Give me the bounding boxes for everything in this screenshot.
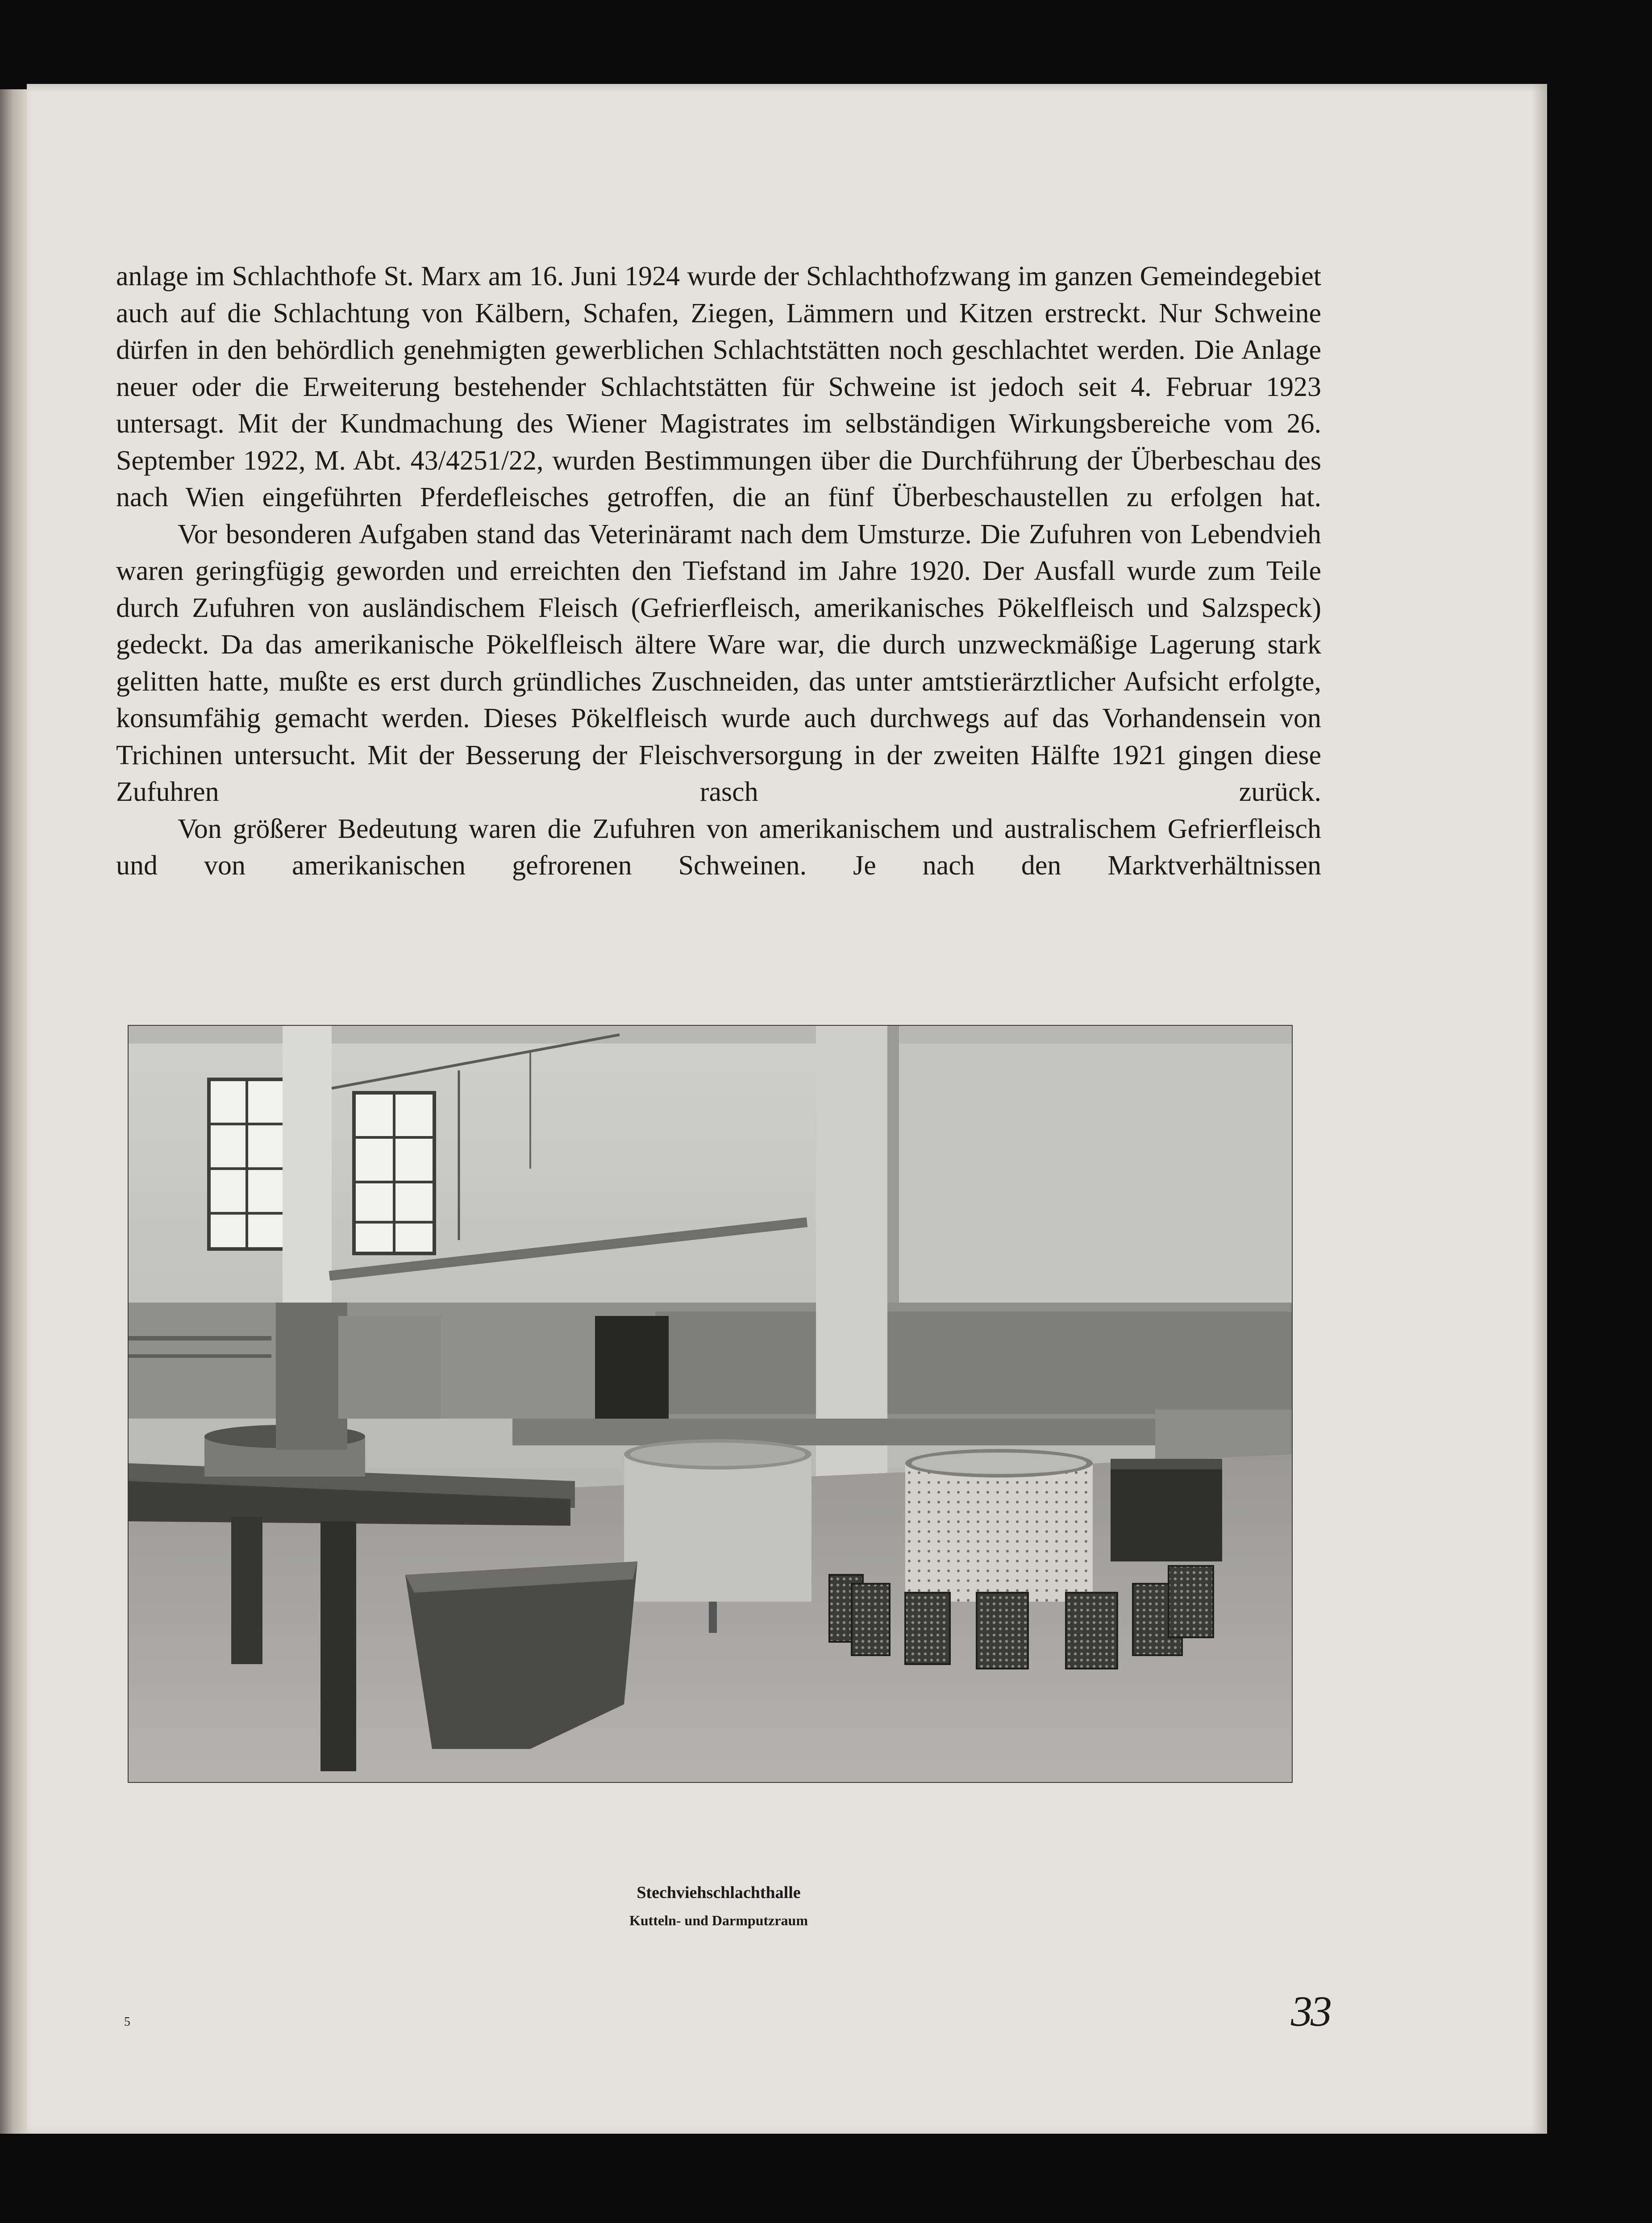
caption-title: Stechviehschlachthalle — [637, 1883, 801, 1902]
book-spine-edge — [0, 89, 27, 2134]
photograph-slaughter-hall — [128, 1025, 1293, 1783]
paragraph-1: anlage im Schlachthofe St. Marx am 16. Juni 1924 wurde der Schlachthofzwang im ganzen Gemeindegebiet auch auf die Schlachtung von Kälbern, Schafen, Ziegen, Lämmern und Kitzen erstreckt. Nur Schweine dürfen in den behördlich genehmigten gewerblichen Schlachtstätten noch geschlachtet werden. Die Anlage neuer oder die Erweiterung bestehender Schlachtstätten für Schweine ist jedoch seit 4. Februar 1923 untersagt. Mit der Kundmachung des Wiener Magistrates im selbständigen Wirkungsbereiche vom 26. September 1922, M. Abt. 43/4251/22, wurden Bestimmungen über die Durchführung der Überbeschau des nach Wien eingeführten Pferdefleisches getroffen, die an fünf Überbeschaustellen zu erfolgen hat. — [116, 261, 1321, 512]
photograph-drawing — [129, 1026, 1292, 1782]
signature-mark: 5 — [124, 2015, 130, 2029]
book-page — [27, 84, 1547, 2134]
page-number: 33 — [1291, 1987, 1330, 2035]
paragraph-3: Von größerer Bedeutung waren die Zufuhren von amerikanischem und australischem Gefrierfleisch und von amerikanischen gefrorenen Schweinen. Je nach den Marktverhältnissen — [116, 813, 1321, 881]
body-text — [116, 258, 1321, 884]
paragraph-2: Vor besonderen Aufgaben stand das Veterinäramt nach dem Umsturze. Die Zufuhren von Lebendvieh waren geringfügig geworden und erreichten den Tiefstand im Jahre 1920. Der Ausfall wurde zum Teile durch Zufuhren von ausländischem Fleisch (Gefrierfleisch, amerikanisches Pökelfleisch und Salzspeck) gedeckt. Da das amerikanische Pökelfleisch ältere Ware war, die durch unzweckmäßige Lagerung stark gelitten hatte, mußte es erst durch gründliches Zuschneiden, das unter amtstierärztlicher Aufsicht erfolgte, konsumfähig gemacht werden. Dieses Pökelfleisch wurde auch durchwegs auf das Vorhandensein von Trichinen untersucht. Mit der Besserung der Fleischversorgung in der zweiten Hälfte 1921 gingen diese Zufuhren rasch zurück. — [116, 519, 1321, 807]
caption-subtitle: Kutteln- und Darmputzraum — [629, 1912, 808, 1928]
